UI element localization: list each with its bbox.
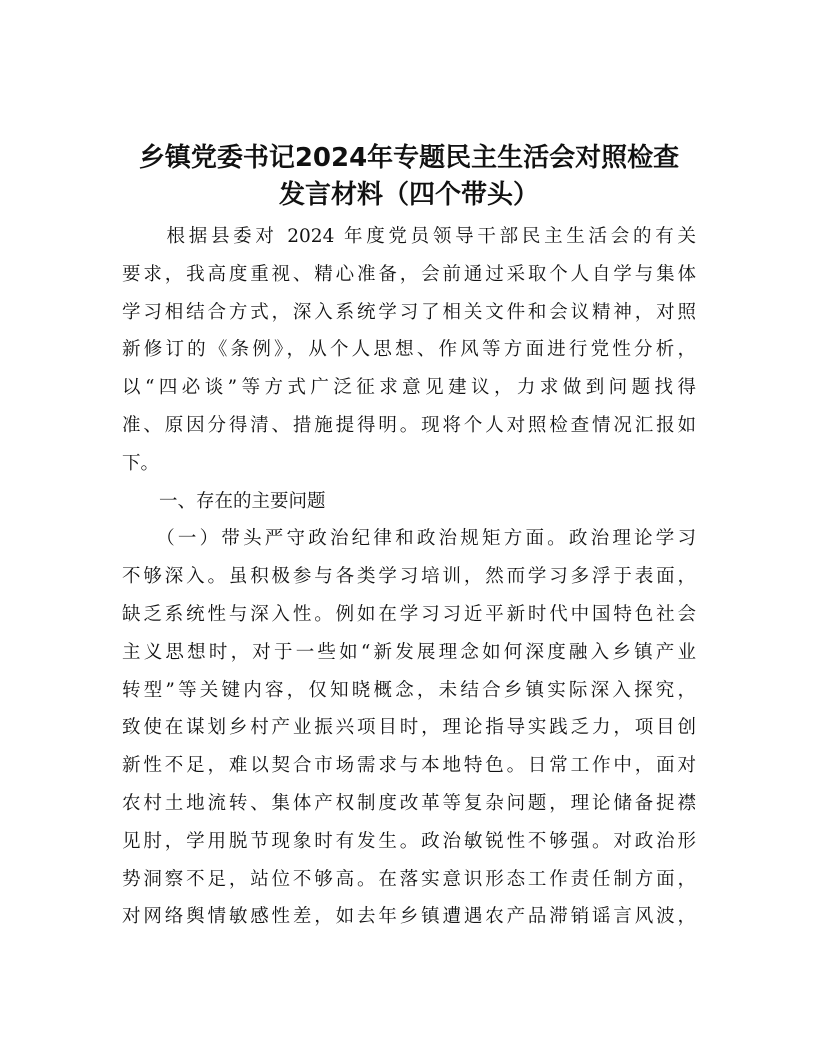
section-line: 见肘，学用脱节现象时有发生。政治敏锐性不够强。对政治形 (122, 830, 696, 852)
document-title (122, 140, 696, 214)
intro-line: 下。 (122, 452, 160, 474)
intro-line: 根据县委对 2024 年度党员领导干部民主生活会的有关 (122, 226, 696, 247)
section-line: 缺乏系统性与深入性。例如在学习习近平新时代中国特色社会 (122, 603, 696, 625)
section-paragraph (122, 520, 696, 936)
section-heading: 一、存在的主要问题 (122, 490, 326, 512)
section-line: 农村土地流转、集体产权制度改革等复杂问题，理论储备捉襟 (122, 792, 696, 814)
section-line: 新性不足，难以契合市场需求与本地特色。日常工作中，面对 (122, 755, 696, 777)
section-line: 主义思想时，对于一些如“新发展理念如何深度融入乡镇产业 (122, 641, 696, 663)
intro-line: 学习相结合方式，深入系统学习了相关文件和会议精神，对照 (122, 301, 696, 323)
section-line: 不够深入。虽积极参与各类学习培训，然而学习多浮于表面， (122, 566, 696, 588)
intro-line: 新修订的《条例》，从个人思想、作风等方面进行党性分析， (122, 339, 696, 361)
intro-line: 准、原因分得清、措施提得明。现将个人对照检查情况汇报如 (122, 414, 696, 436)
section-line: （一）带头严守政治纪律和政治规矩方面。政治理论学习 (122, 528, 696, 550)
title-line-1: 乡镇党委书记2024年专题民主生活会对照检查 (138, 143, 680, 173)
title-line-2: 发言材料（四个带头） (278, 180, 539, 210)
section-line: 转型”等关键内容，仅知晓概念，未结合乡镇实际深入探究， (122, 679, 696, 701)
section-line: 致使在谋划乡村产业振兴项目时，理论指导实践乏力，项目创 (122, 717, 696, 739)
section-line: 势洞察不足，站位不够高。在落实意识形态工作责任制方面， (122, 868, 696, 890)
section-line: 对网络舆情敏感性差，如去年乡镇遭遇农产品滞销谣言风波， (122, 906, 696, 928)
intro-paragraph (122, 218, 696, 483)
intro-line: 以“四必谈”等方式广泛征求意见建议，力求做到问题找得 (122, 377, 696, 399)
intro-line: 要求，我高度重视、精心准备，会前通过采取个人自学与集体 (122, 263, 696, 285)
document-page (122, 140, 696, 936)
